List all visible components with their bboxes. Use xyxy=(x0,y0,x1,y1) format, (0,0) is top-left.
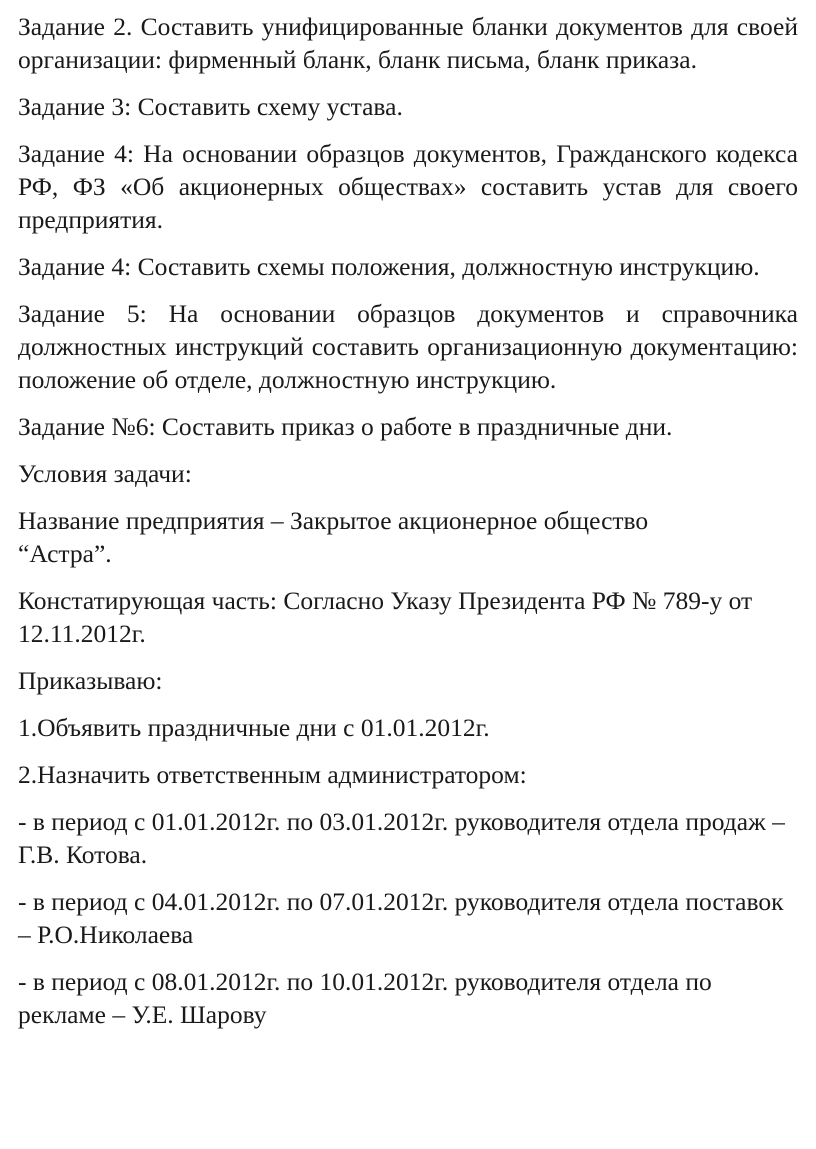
company-name-line: Название предприятия – Закрытое акционерное общество “Астра”. xyxy=(18,506,649,568)
document-page xyxy=(18,10,798,1045)
paragraph-task-3: Задание 3: Составить схему устава. xyxy=(18,92,403,121)
order-item-2: 2.Назначить ответственным администратором: xyxy=(18,760,527,789)
period-item-3: - в период с 08.01.2012г. по 10.01.2012г. руководителя отдела по рекламе – У.Е. Шарову xyxy=(18,967,712,1029)
paragraph-task-4-regulations: Задание 4: Составить схемы положения, должностную инструкцию. xyxy=(18,252,760,281)
paragraph-task-2: Задание 2. Составить унифицированные бланки документов для своей организации: фирменный бланк, бланк письма, бланк приказа. xyxy=(18,12,798,74)
paragraph-task-4-charter: Задание 4: На основании образцов документов, Гражданского кодекса РФ, ФЗ «Об акционерных обществах» составить устав для своего предприятия. xyxy=(18,139,798,234)
ascertaining-part: Констатирующая часть: Согласно Указу Президента РФ № 789-у от 12.11.2012г. xyxy=(18,586,753,648)
paragraph-task-5: Задание 5: На основании образцов документов и справочника должностных инструкций составить организационную документацию: положение об отделе, должностную инструкцию. xyxy=(18,299,798,394)
order-item-1: 1.Объявить праздничные дни с 01.01.2012г. xyxy=(18,713,490,742)
order-heading: Приказываю: xyxy=(18,666,163,695)
conditions-heading: Условия задачи: xyxy=(18,459,192,488)
period-item-2: - в период с 04.01.2012г. по 07.01.2012г. руководителя отдела поставок – Р.О.Николаева xyxy=(18,887,784,949)
period-item-1: - в период с 01.01.2012г. по 03.01.2012г. руководителя отдела продаж – Г.В. Котова. xyxy=(18,807,785,869)
paragraph-task-6: Задание №6: Составить приказ о работе в праздничные дни. xyxy=(18,412,673,441)
